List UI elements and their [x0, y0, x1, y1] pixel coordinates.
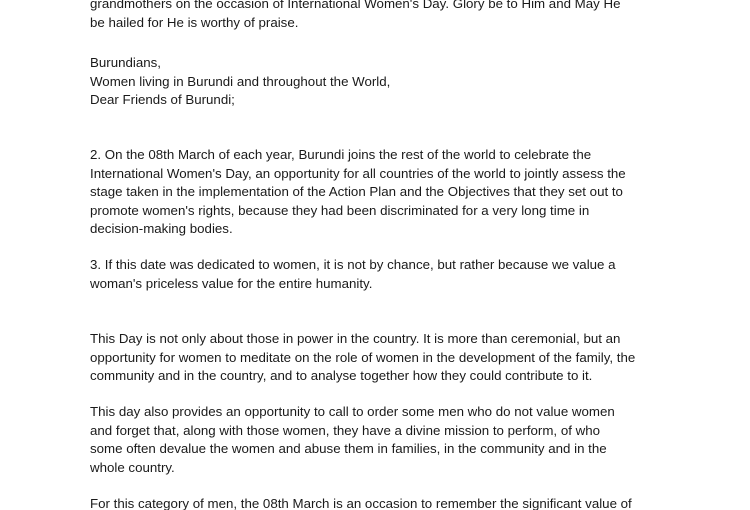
- paragraph-opening: grandmothers on the occasion of International Women's Day. Glory be to Him and May He be hailed for He is worthy of praise.: [90, 0, 621, 30]
- paragraph-call-to-order: This day also provides an opportunity to call to order some men who do not value women and forget that, along with those women, they have a divine mission to perform, of who some often devalue the women and abuse them in families, in the community and in the whole country.: [90, 404, 615, 475]
- paragraph-3: 3. If this date was dedicated to women, it is not by chance, but rather because we value a woman's priceless value for the entire humanity.: [90, 257, 616, 291]
- paragraph-salutation: Burundians, Women living in Burundi and throughout the World, Dear Friends of Burundi;: [90, 55, 391, 107]
- paragraph-2: 2. On the 08th March of each year, Burundi joins the rest of the world to celebrate the International Women's Day, an opportunity for all countries of the world to jointly assess the stage taken in the implementation of the Action Plan and the Objectives that they set out to promote women's rights, because they had been discriminated for a very long time in decision-making bodies.: [90, 147, 626, 236]
- paragraph-this-day: This Day is not only about those in power in the country. It is more than ceremonial, but an opportunity for women to meditate on the role of women in the development of the family, the community and in the country, and to analyse together how they could contribute to it.: [90, 331, 636, 383]
- paragraph-category-of-men: For this category of men, the 08th March is an occasion to remember the significant value of: [90, 496, 632, 510]
